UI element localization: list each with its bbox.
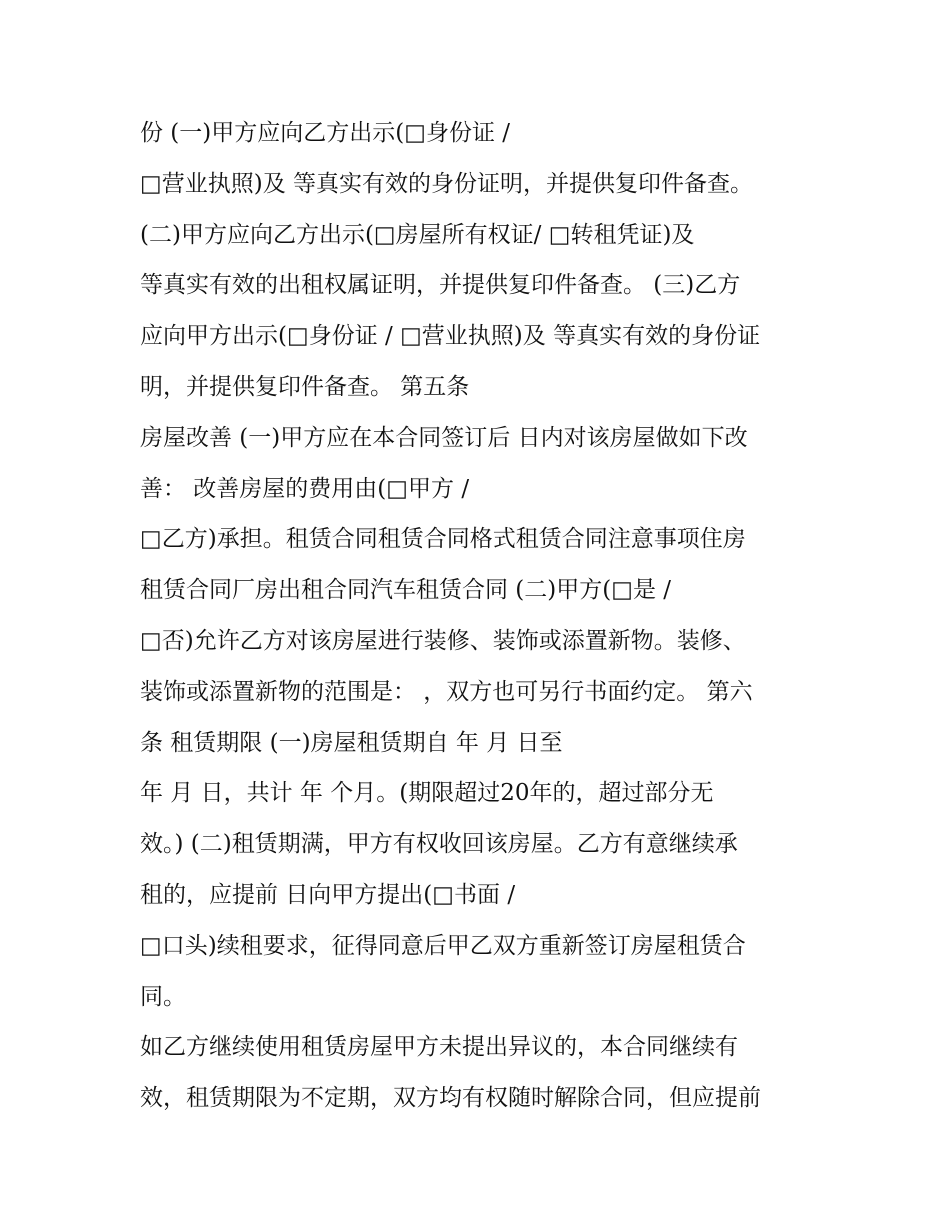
text-line: □乙方)承担。租赁合同租赁合同格式租赁合同注意事项住房 [140,526,746,553]
text-line: (二)甲方应向乙方出示(□房屋所有权证/ □转租凭证)及 [140,221,695,248]
text-line: 如乙方继续使用租赁房屋甲方未提出异议的，本合同继续有 [140,1034,738,1061]
text-line: 效。) (二)租赁期满，甲方有权收回该房屋。乙方有意继续承 [140,831,738,858]
text-line: 租赁合同厂房出租合同汽车租赁合同 (二)甲方(□是 / [140,577,672,604]
text-line: 份 (一)甲方应向乙方出示(□身份证 / [140,120,511,146]
text-line: 明，并提供复印件备查。 第五条 [140,373,470,400]
text-line: 善： 改善房屋的费用由(□甲方 / [140,475,470,502]
text-line: 房屋改善 (一)甲方应在本合同签订后 日内对该房屋做如下改 [140,424,748,451]
text-line: □否)允许乙方对该房屋进行装修、装饰或添置新物。装修、 [140,627,746,654]
text-line: 条 租赁期限 (一)房屋租赁期自 年 月 日至 [140,729,563,756]
text-line: 应向甲方出示(□身份证 / □营业执照)及 等真实有效的身份证 [140,323,761,350]
text-line: 效，租赁期限为不定期，双方均有权随时解除合同，但应提前 [140,1085,761,1112]
text-line: 租的，应提前 日向甲方提出(□书面 / [140,881,516,908]
text-line: 同。 [140,983,186,1010]
text-line: 等真实有效的出租权属证明，并提供复印件备查。 (三)乙方 [140,272,741,299]
text-line: □口头)续租要求，征得同意后甲乙双方重新签订房屋租赁合 [140,932,746,959]
text-line: 年 月 日，共计 年 个月。(期限超过20年的，超过部分无 [140,780,714,807]
text-line: □营业执照)及 等真实有效的身份证明，并提供复印件备查。 [140,170,754,197]
contract-text [140,108,840,1124]
text-line: 装饰或添置新物的范围是： ，双方也可另行书面约定。 第六 [140,678,753,705]
